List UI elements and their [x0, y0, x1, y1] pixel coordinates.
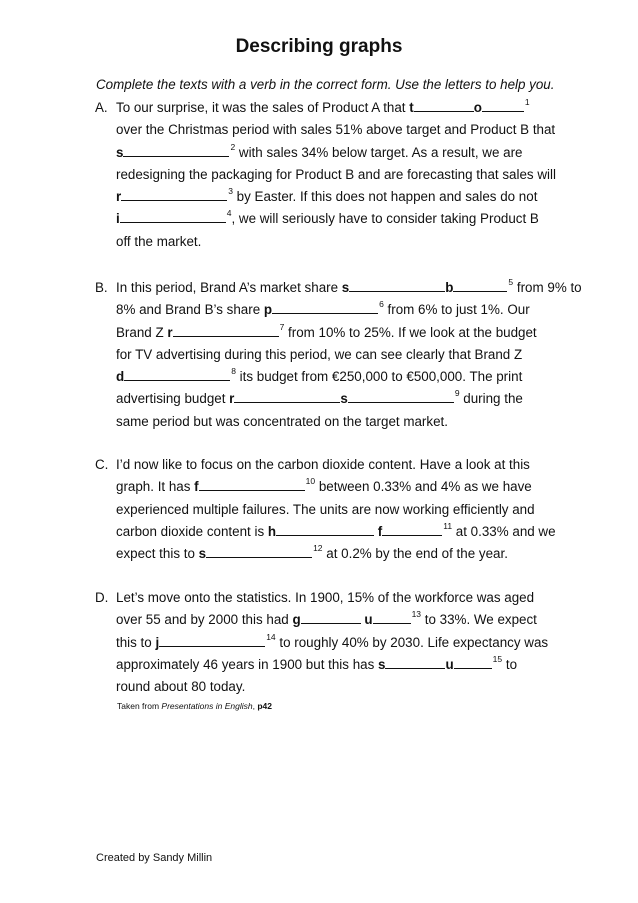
text-line [116, 654, 561, 676]
blank-number: 7 [279, 321, 285, 332]
answer-blank [276, 522, 336, 536]
answer-blank [385, 655, 445, 669]
text-line [116, 344, 561, 366]
hint-letter: u [364, 612, 373, 628]
answer-blank [225, 323, 279, 337]
answer-blank [211, 633, 265, 647]
text-line [116, 208, 561, 230]
answer-blank [173, 323, 225, 337]
answer-blank [324, 300, 378, 314]
hint-letter: b [445, 280, 454, 295]
answer-blank [121, 187, 173, 201]
text-line [116, 119, 561, 141]
answer-blank [403, 278, 445, 292]
source-prefix: Taken from [117, 701, 162, 711]
text-run: during the [459, 391, 523, 407]
answer-blank [454, 655, 492, 669]
text-line [116, 521, 561, 543]
text-line [116, 454, 561, 476]
text-run: redesigning the packaging for Product B and are forecasting that sales will [116, 166, 556, 182]
text-run: Let’s move onto the statistics. In 1900, 15% of the workforce was aged [116, 590, 535, 605]
text-run: at 0.33% and we [452, 523, 556, 539]
blank-number: 2 [230, 141, 236, 152]
text-run: I’d now like to focus on the carbon dioxide content. Have a look at this [116, 457, 530, 472]
text-run: over the Christmas period with sales 51% above target and Product B that [116, 122, 556, 138]
blank-number: 4 [226, 208, 232, 219]
hint-letter: f [377, 523, 383, 539]
answer-blank [482, 98, 524, 112]
text-line [116, 543, 561, 565]
answer-blank [175, 143, 229, 157]
hint-letter: s [340, 391, 348, 407]
text-run: approximately 46 years in 1900 but this has [116, 656, 379, 672]
text-run: with sales 34% below target. As a result, we are [235, 144, 523, 160]
source-separator: , [252, 701, 258, 711]
answer-blank [400, 389, 454, 403]
hint-letter: s [378, 656, 386, 672]
text-line [116, 676, 561, 698]
exercise-text [116, 97, 561, 253]
answer-blank [206, 544, 258, 558]
blank-number: 13 [411, 609, 422, 620]
text-line [116, 322, 561, 344]
text-line [116, 231, 561, 253]
answer-blank [373, 610, 411, 624]
hint-letter: p [263, 302, 273, 318]
text-run: experienced multiple failures. The units are now working efficiently and [116, 501, 535, 517]
text-run: to roughly 40% by 2030. Life expectancy was [275, 634, 549, 650]
hint-letter: s [116, 144, 124, 160]
text-line [116, 499, 561, 521]
answer-blank [336, 522, 374, 536]
answer-blank [453, 278, 507, 292]
exercise-letter: B. [95, 280, 108, 295]
text-run: from 6% to just 1%. Our [383, 302, 530, 318]
text-run: for TV advertising during this period, we can see clearly that Brand Z [116, 346, 523, 362]
answer-blank [173, 187, 227, 201]
hint-letter: i [116, 211, 120, 227]
text-run: 8% and Brand B’s share [116, 302, 264, 318]
exercise-letter: D. [95, 590, 109, 605]
hint-letter: r [116, 189, 122, 205]
hint-letter: s [198, 546, 207, 562]
exercise-text [116, 277, 582, 433]
text-run: , we will seriously have to consider taking Product B [231, 211, 539, 227]
blank-number: 1 [524, 97, 530, 107]
text-line [116, 366, 561, 388]
text-line [116, 476, 561, 498]
text-line [116, 632, 561, 654]
text-run: graph. It has [116, 479, 195, 495]
text-run: carbon dioxide content is [116, 523, 268, 539]
text-line [116, 609, 561, 631]
text-run: between 0.33% and 4% as we have [315, 479, 532, 495]
text-run: advertising budget [116, 391, 230, 407]
blank-number: 3 [228, 186, 233, 197]
blank-number: 14 [266, 631, 276, 642]
answer-blank [172, 209, 226, 223]
hint-letter: f [194, 479, 199, 495]
blank-number: 8 [231, 366, 236, 377]
text-run: from 9% to [513, 280, 582, 295]
answer-blank [124, 367, 176, 381]
hint-letter: g [292, 612, 301, 628]
text-run: same period but was concentrated on the target market. [116, 413, 448, 429]
text-run: to [502, 656, 518, 672]
hint-letter: u [445, 656, 454, 672]
text-line [116, 97, 561, 119]
answer-blank [382, 522, 442, 536]
blank-number: 10 [305, 476, 316, 487]
answer-blank [272, 300, 324, 314]
exercise-text [116, 587, 561, 698]
hint-letter: o [473, 100, 482, 115]
answer-blank [123, 143, 175, 157]
source-book-title: Presentations in English [161, 701, 253, 711]
text-run: expect this to [116, 546, 199, 562]
hint-letter: d [116, 369, 125, 385]
answer-blank [286, 389, 340, 403]
hint-letter: j [155, 634, 160, 650]
text-line [116, 186, 561, 208]
text-line [116, 142, 561, 164]
text-line [116, 299, 561, 321]
instructions: Complete the texts with a verb in the correct form. Use the letters to help you. [96, 77, 555, 92]
text-run: from 10% to 25%. If we look at the budget [284, 324, 537, 340]
answer-blank [120, 209, 172, 223]
blank-number: 11 [443, 520, 453, 531]
source-citation [117, 701, 272, 711]
text-run: To our surprise, it was the sales of Product A that [116, 100, 410, 115]
hint-letter: h [267, 523, 277, 539]
answer-blank [349, 278, 403, 292]
exercise-letter: C. [95, 457, 109, 472]
blank-number: 12 [313, 543, 323, 554]
text-run: Brand Z [116, 324, 168, 340]
text-run: by Easter. If this does not happen and sales do not [232, 189, 538, 205]
text-run: In this period, Brand A’s market share [116, 280, 342, 295]
text-line [116, 164, 561, 186]
text-line [116, 277, 582, 299]
exercise-text [116, 454, 561, 565]
answer-blank [234, 389, 286, 403]
text-run: its budget from €250,000 to €500,000. The print [235, 369, 523, 385]
text-run: off the market. [116, 233, 202, 249]
text-line [116, 388, 561, 410]
blank-number: 15 [492, 653, 503, 664]
page-title: Describing graphs [235, 36, 403, 57]
answer-blank [251, 477, 305, 491]
hint-letter: s [341, 280, 350, 295]
text-run: over 55 and by 2000 this had [116, 612, 293, 628]
text-run: to 33%. We expect [421, 612, 537, 628]
text-run: round about 80 today. [116, 679, 246, 695]
blank-number: 6 [379, 299, 384, 310]
text-line [116, 587, 561, 609]
blank-number: 9 [454, 388, 460, 399]
answer-blank [348, 389, 400, 403]
text-run: at 0.2% by the end of the year. [322, 546, 508, 562]
answer-blank [199, 477, 251, 491]
answer-blank [414, 98, 474, 112]
text-run: this to [116, 634, 156, 650]
hint-letter: t [409, 100, 414, 115]
answer-blank [301, 610, 361, 624]
exercise-letter: A. [95, 100, 108, 115]
answer-blank [159, 633, 211, 647]
text-line [116, 411, 561, 433]
blank-number: 5 [508, 277, 514, 287]
answer-blank [176, 367, 230, 381]
hint-letter: r [229, 391, 235, 407]
hint-letter: r [167, 324, 173, 340]
source-page: p42 [257, 701, 272, 711]
footer-credit: Created by Sandy Millin [96, 852, 213, 864]
answer-blank [258, 544, 312, 558]
